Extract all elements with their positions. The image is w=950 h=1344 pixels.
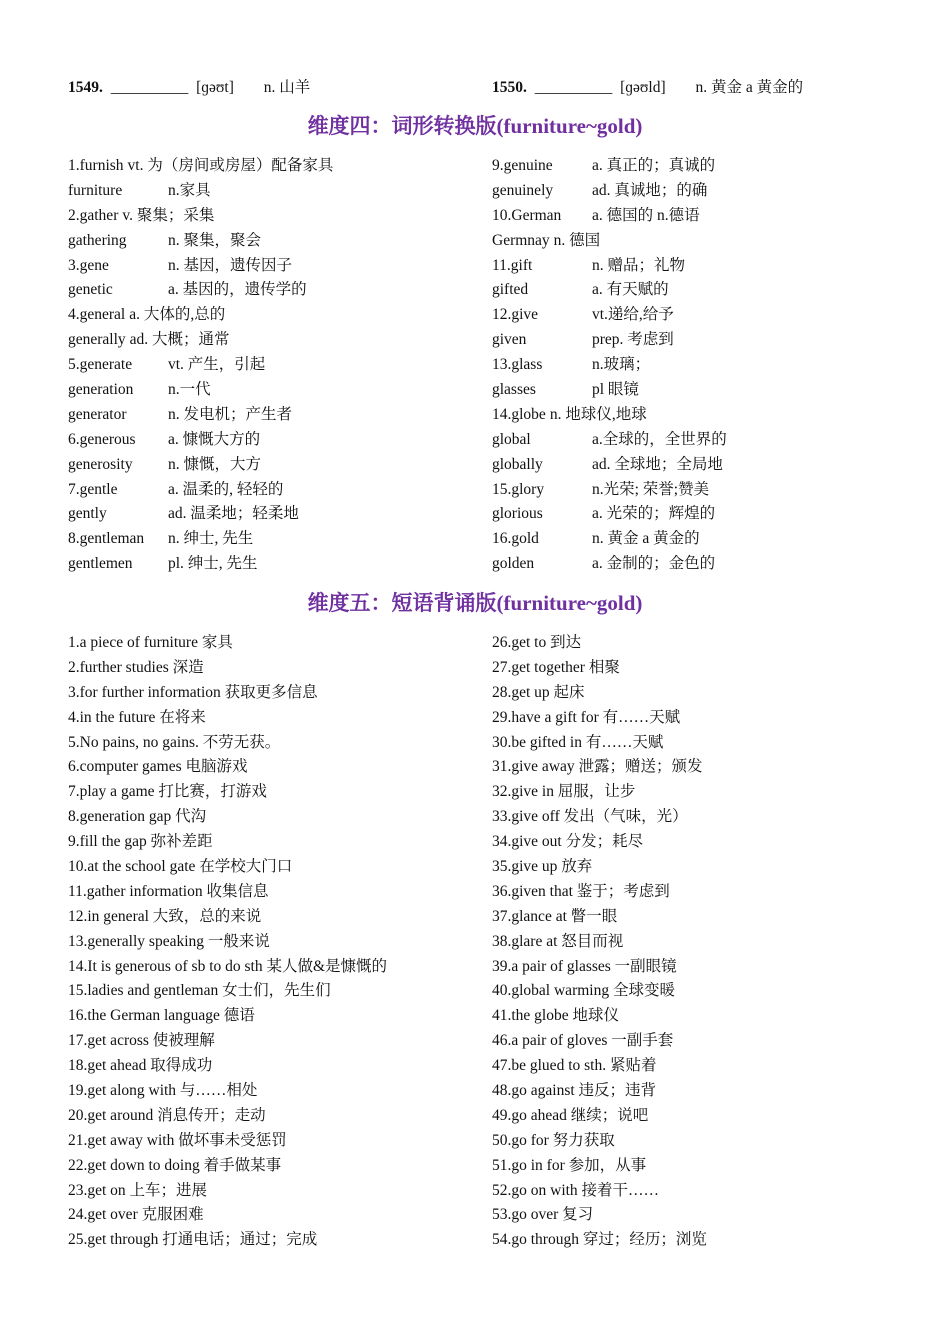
phrase-entry: 53.go over 复习 [492, 1206, 594, 1224]
phrase-entry: 7.play a game 打比赛，打游戏 [68, 783, 267, 801]
phrase-entry: 14.It is generous of sb to do sth 某人做&是慷慨的 [68, 957, 388, 975]
word: 8.gentleman [68, 530, 145, 548]
definition: vt.递给,给予 [592, 306, 674, 324]
section4-right-column [492, 154, 902, 577]
phrase-entry: 1.a piece of furniture 家具 [68, 634, 233, 651]
phrase-entry: 32.give in 屈服，让步 [492, 783, 636, 801]
phrase-entry: 25.get through 打通电话；通过；完成 [68, 1231, 318, 1249]
word: 6.generous [68, 430, 136, 448]
word: 3.gene [68, 256, 109, 274]
definition: n.一代 [168, 381, 211, 399]
phrase-entry: 27.get together 相聚 [492, 658, 620, 676]
definition: a. 大体的,总的 [129, 306, 226, 324]
definition: n. 黄金 a 黄金的 [592, 530, 700, 548]
section5-title: 维度五：短语背诵版(furniture~gold) [307, 591, 643, 615]
phrase-entry: 8.generation gap 代沟 [68, 808, 207, 826]
word-entry [68, 527, 478, 552]
word: 1.furnish [68, 157, 124, 174]
phrase-entry: 38.glare at 怒目而视 [492, 932, 624, 950]
word: glorious [492, 505, 543, 523]
phrase-entry: 13.generally speaking 一般来说 [68, 932, 270, 950]
phrase-entry: 16.the German language 德语 [68, 1007, 255, 1025]
entry-number: 1549. [68, 79, 103, 96]
word-entry [492, 527, 902, 552]
section5-left-column [68, 631, 488, 1253]
word: 2.gather [68, 206, 119, 224]
phrase-entry: 36.given that 鉴于；考虑到 [492, 882, 670, 900]
top-entries [68, 76, 888, 100]
word: generally [68, 331, 126, 349]
definition: v. 聚集；采集 [122, 206, 215, 224]
word: 16.gold [492, 530, 539, 548]
word-entry [68, 353, 478, 378]
word-entry [492, 428, 902, 453]
word-entry [68, 478, 478, 503]
definition: prep. 考虑到 [592, 331, 674, 349]
word-entry [492, 204, 902, 229]
word-entry [492, 328, 902, 353]
word-entry [492, 303, 902, 328]
definition: ad. 全球地；全局地 [592, 455, 723, 473]
definition: ad. 温柔地；轻柔地 [168, 505, 299, 523]
definition: a. 基因的，遗传学的 [168, 281, 307, 299]
definition: a.全球的，全世界的 [592, 430, 727, 448]
definition: n.光荣; 荣誉;赞美 [592, 480, 710, 498]
word: 9.genuine [492, 157, 553, 174]
definition: a. 光荣的；辉煌的 [592, 505, 716, 523]
phrase-entry: 3.for further information 获取更多信息 [68, 683, 318, 701]
word: 10.German [492, 206, 562, 224]
word-entry [68, 204, 478, 229]
phrase-entry: 9.fill the gap 弥补差距 [68, 833, 213, 851]
word-entry [492, 552, 902, 577]
definition: n. 发电机；产生者 [168, 405, 293, 423]
word-entry [68, 552, 478, 577]
definition: ad. 真诚地；的确 [592, 181, 708, 199]
phrase-entry: 41.the globe 地球仪 [492, 1007, 619, 1025]
phrase-entry: 52.go on with 接着干…… [492, 1181, 660, 1199]
word-entry [492, 502, 902, 527]
phrase-entry: 37.glance at 瞥一眼 [492, 907, 618, 925]
fill-blank: __________ [534, 79, 613, 96]
section4-title: 维度四：词形转换版(furniture~gold) [307, 114, 643, 138]
phrase-entry: 51.go in for 参加，从事 [492, 1156, 647, 1174]
definition: ad. 大概；通常 [129, 331, 230, 349]
phrase-entry: 31.give away 泄露；赠送；颁发 [492, 758, 703, 776]
phrase-entry: 4.in the future 在将来 [68, 708, 206, 726]
word-entry [68, 328, 478, 353]
word: generator [68, 405, 127, 423]
word-entry [492, 278, 902, 303]
phrase-entry: 35.give up 放弃 [492, 858, 593, 876]
word-entry [68, 179, 478, 204]
word: 4.general [68, 306, 126, 324]
phrase-entry: 49.go ahead 继续；说吧 [492, 1106, 649, 1124]
word: 13.glass [492, 356, 543, 374]
word-entry [68, 229, 478, 254]
phrase-entry: 15.ladies and gentleman 女士们，先生们 [68, 982, 331, 1000]
word-entry [492, 453, 902, 478]
word: given [492, 331, 527, 349]
word-entry [492, 478, 902, 503]
word-entry [492, 154, 902, 179]
word-entry [68, 502, 478, 527]
word: gently [68, 505, 107, 523]
phrase-entry: 29.have a gift for 有……天赋 [492, 708, 681, 726]
phrase-entry: 18.get ahead 取得成功 [68, 1057, 213, 1075]
word: generosity [68, 455, 133, 473]
phrase-entry: 50.go for 努力获取 [492, 1131, 615, 1149]
word-entry [68, 303, 478, 328]
word-entry [492, 229, 902, 254]
definition: n. 聚集，聚会 [168, 231, 262, 249]
definition: a. 德国的 n.德语 [592, 206, 700, 224]
word: 5.generate [68, 356, 133, 374]
fill-blank: __________ [110, 79, 189, 96]
definition: n.家具 [168, 181, 211, 199]
phrase-entry: 10.at the school gate 在学校大门口 [68, 858, 293, 876]
phrase-entry: 12.in general 大致，总的来说 [68, 907, 262, 925]
definition: n. 绅士, 先生 [168, 530, 254, 548]
phrase-entry: 19.get along with 与……相处 [68, 1082, 258, 1100]
word-entry [492, 378, 902, 403]
word: genetic [68, 281, 113, 299]
section5-right-column [492, 631, 912, 1253]
phrase-entry: 20.get around 消息传开；走动 [68, 1106, 266, 1124]
phrase-entry: 39.a pair of glasses 一副眼镜 [492, 957, 677, 975]
word: Germnay [492, 231, 550, 249]
word: 11.gift [492, 256, 533, 274]
word: generation [68, 381, 134, 399]
word-entry [68, 254, 478, 279]
entry-1549 [68, 76, 310, 100]
word-entry [68, 278, 478, 303]
definition: vt. 产生，引起 [168, 356, 266, 374]
definition: pl. 绅士, 先生 [168, 555, 258, 573]
section4-left-column [68, 154, 478, 577]
definition: n. 慷慨，大方 [168, 455, 262, 473]
phonetic: [ɡəʊld] [620, 79, 666, 96]
definition: a. 金制的；金色的 [592, 555, 716, 573]
phrase-entry: 5.No pains, no gains. 不劳无获。 [68, 733, 281, 751]
definition: vt. 为（房间或房屋）配备家具 [127, 157, 334, 174]
word: furniture [68, 181, 123, 199]
phrase-entry: 46.a pair of gloves 一副手套 [492, 1032, 674, 1050]
word-entry [492, 403, 902, 428]
phrase-entry: 23.get on 上车；进展 [68, 1181, 208, 1199]
word: 12.give [492, 306, 539, 324]
phrase-entry: 30.be gifted in 有……天赋 [492, 733, 664, 751]
phrase-entry: 11.gather information 收集信息 [68, 882, 269, 900]
phrase-entry: 2.further studies 深造 [68, 658, 204, 676]
meaning: n. 黄金 a 黄金的 [695, 79, 804, 96]
phrase-entry: 33.give off 发出（气味，光） [492, 808, 688, 826]
definition: n. 赠品；礼物 [592, 256, 686, 274]
word: 15.glory [492, 480, 545, 498]
word-entry [492, 353, 902, 378]
definition: n. 基因，遗传因子 [168, 256, 293, 274]
definition: a. 慷慨大方的 [168, 430, 261, 448]
phrase-entry: 48.go against 违反；违背 [492, 1082, 657, 1100]
definition: a. 真正的；真诚的 [592, 157, 716, 174]
definition: a. 温柔的, 轻轻的 [168, 480, 284, 498]
word: glasses [492, 381, 536, 399]
phrase-entry: 40.global warming 全球变暖 [492, 982, 675, 1000]
word-entry [492, 179, 902, 204]
definition: n.玻璃； [592, 356, 651, 374]
phrase-entry: 28.get up 起床 [492, 683, 585, 701]
word-entry [68, 428, 478, 453]
word: gathering [68, 231, 127, 249]
phrase-entry: 26.get to 到达 [492, 634, 582, 651]
word-entry [492, 254, 902, 279]
entry-number: 1550. [492, 79, 527, 96]
definition: n. 德国 [553, 231, 601, 249]
phonetic: [ɡəʊt] [196, 79, 234, 96]
word-entry [68, 453, 478, 478]
definition: pl 眼镜 [592, 381, 639, 399]
phrase-entry: 6.computer games 电脑游戏 [68, 758, 248, 776]
phrase-entry: 17.get across 使被理解 [68, 1032, 215, 1050]
word: global [492, 430, 531, 448]
word: gifted [492, 281, 529, 299]
word-entry [68, 403, 478, 428]
phrase-entry: 54.go through 穿过；经历；浏览 [492, 1231, 707, 1249]
phrase-entry: 47.be glued to sth. 紧贴着 [492, 1057, 657, 1075]
word: 7.gentle [68, 480, 118, 498]
definition: n. 地球仪,地球 [549, 405, 647, 423]
phrase-entry: 21.get away with 做坏事未受惩罚 [68, 1131, 287, 1149]
word-entry [68, 378, 478, 403]
word: 14.globe [492, 405, 546, 423]
word: genuinely [492, 181, 554, 199]
word: gentlemen [68, 555, 133, 573]
word-entry [68, 154, 478, 179]
entry-1550 [492, 76, 803, 100]
phrase-entry: 24.get over 克服困难 [68, 1206, 204, 1224]
meaning: n. 山羊 [263, 79, 311, 96]
word: golden [492, 555, 535, 573]
phrase-entry: 34.give out 分发；耗尽 [492, 833, 644, 851]
word: globally [492, 455, 543, 473]
phrase-entry: 22.get down to doing 着手做某事 [68, 1156, 282, 1174]
definition: a. 有天赋的 [592, 281, 669, 299]
